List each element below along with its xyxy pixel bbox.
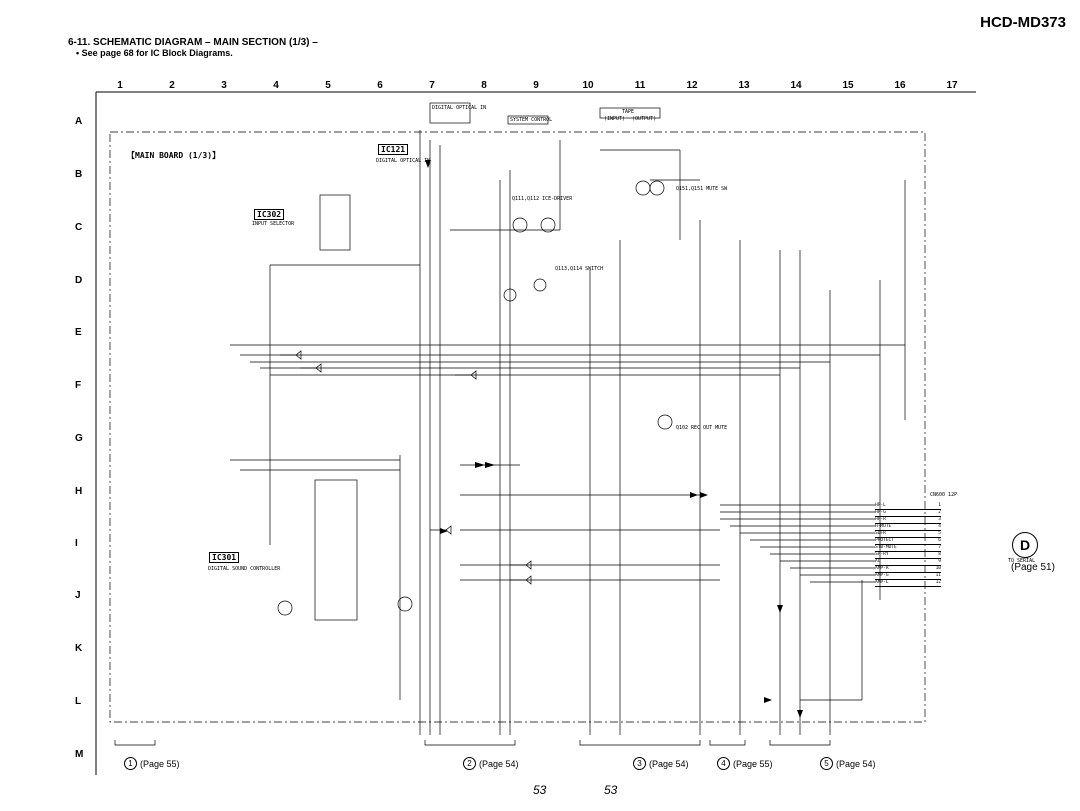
column-header: 7 [429,80,435,91]
column-header: 1 [117,80,123,91]
connector-pin: HP-L 1 [875,503,941,508]
column-header: 10 [582,80,594,91]
connector-pin: SDFR 5 [875,531,941,536]
ic301-desc: DIGITAL SOUND CONTROLLER [208,566,281,572]
footer-page-right: 53 [604,783,618,797]
column-header: 15 [842,80,854,91]
row-header: B [75,169,83,180]
column-header: 6 [377,80,383,91]
ice-driver-label: Q111,Q112 ICE-DRIVER [512,196,573,202]
optical-in-box-label: DIGITAL OPTICAL IN [432,105,487,111]
connector-pin: HP-G 2 [875,510,941,515]
tape-box-label: TAPE [622,109,635,115]
connector-pin: AMP-R 10 [875,566,941,571]
ref-page-text: (Page 54) [649,758,689,769]
row-header: K [75,643,83,654]
page-ref-4[interactable] [717,757,773,770]
page-ref-2[interactable] [463,757,519,770]
column-header: 12 [686,80,698,91]
column-header: 9 [533,80,539,91]
row-header: L [75,696,82,707]
ref-number-circle: 2 [463,757,476,770]
connector-pin: HP-R 3 [875,517,941,522]
ref-number-circle: 1 [124,757,137,770]
ref-page-text: (Page 54) [836,758,876,769]
connector-pin: STB-MUTE 7 [875,545,941,550]
page-ref-1[interactable] [124,757,180,770]
connector-pin: AMP-G 11 [875,573,941,578]
connector-label: CN600 12P [930,492,958,498]
board-label: 【MAIN BOARD (1/3)】 [127,151,221,160]
column-header: 16 [894,80,906,91]
column-header: 8 [481,80,487,91]
row-header: H [75,486,83,497]
ref-number-circle: 5 [820,757,833,770]
ic121-desc: DIGITAL OPTICAL IN [376,158,431,164]
column-header: 17 [946,80,958,91]
column-header: 4 [273,80,279,91]
ic301-label: IC301 [209,552,239,563]
row-header: D [75,275,83,286]
connector-pin-list [875,503,941,587]
page-title: 6-11. SCHEMATIC DIAGRAM – MAIN SECTION (1/3) – [68,37,318,48]
connector-pin: PROTECT 6 [875,538,941,543]
ic302-desc: INPUT SELECTOR [252,221,295,227]
column-header: 2 [169,80,175,91]
ref-number-circle: 3 [633,757,646,770]
row-header: J [75,590,81,601]
row-header: I [75,538,78,549]
offpage-d-marker[interactable]: D [1012,532,1038,558]
model-name: HCD-MD373 [980,14,1066,31]
ref-page-text: (Page 55) [140,758,180,769]
connector-pin: H-MUTE 4 [875,524,941,529]
connector-pin: SP-RY 8 [875,552,941,557]
column-header: 11 [634,80,646,91]
connector-dest: TO SERIAL [1008,558,1036,564]
row-header: A [75,116,83,127]
switch-label: Q113,Q114 SWITCH [555,266,604,272]
mute-sw-label: Q151,Q151 MUTE SW [676,186,728,192]
page-ref-5[interactable] [820,757,876,770]
row-header: C [75,222,83,233]
column-header: 14 [790,80,802,91]
column-header: 5 [325,80,331,91]
connector-pin: AMP-L 12 [875,580,941,585]
connector-pin: AC 9 [875,559,941,564]
ic302-label: IC302 [254,209,284,220]
row-header: E [75,327,82,338]
tape-output-label: (OUTPUT) [632,116,657,122]
footer-page-left: 53 [533,783,547,797]
ref-page-text: (Page 54) [479,758,519,769]
column-header: 13 [738,80,750,91]
ref-number-circle: 4 [717,757,730,770]
row-header: F [75,380,82,391]
page-subtitle: • See page 68 for IC Block Diagrams. [76,48,233,58]
column-header: 3 [221,80,227,91]
system-control-box-label: SYSTEM CONTROL [510,117,553,123]
ref-page-text: (Page 55) [733,758,773,769]
row-header: M [75,749,84,760]
row-header: G [75,433,83,444]
tape-input-label: (INPUT) [604,116,626,122]
page-ref-3[interactable] [633,757,689,770]
offpage-d-page[interactable]: (Page 51) [1011,562,1055,573]
ic121-label: IC121 [378,144,408,155]
rec-out-mute-label: Q102 REC OUT MUTE [676,425,728,431]
